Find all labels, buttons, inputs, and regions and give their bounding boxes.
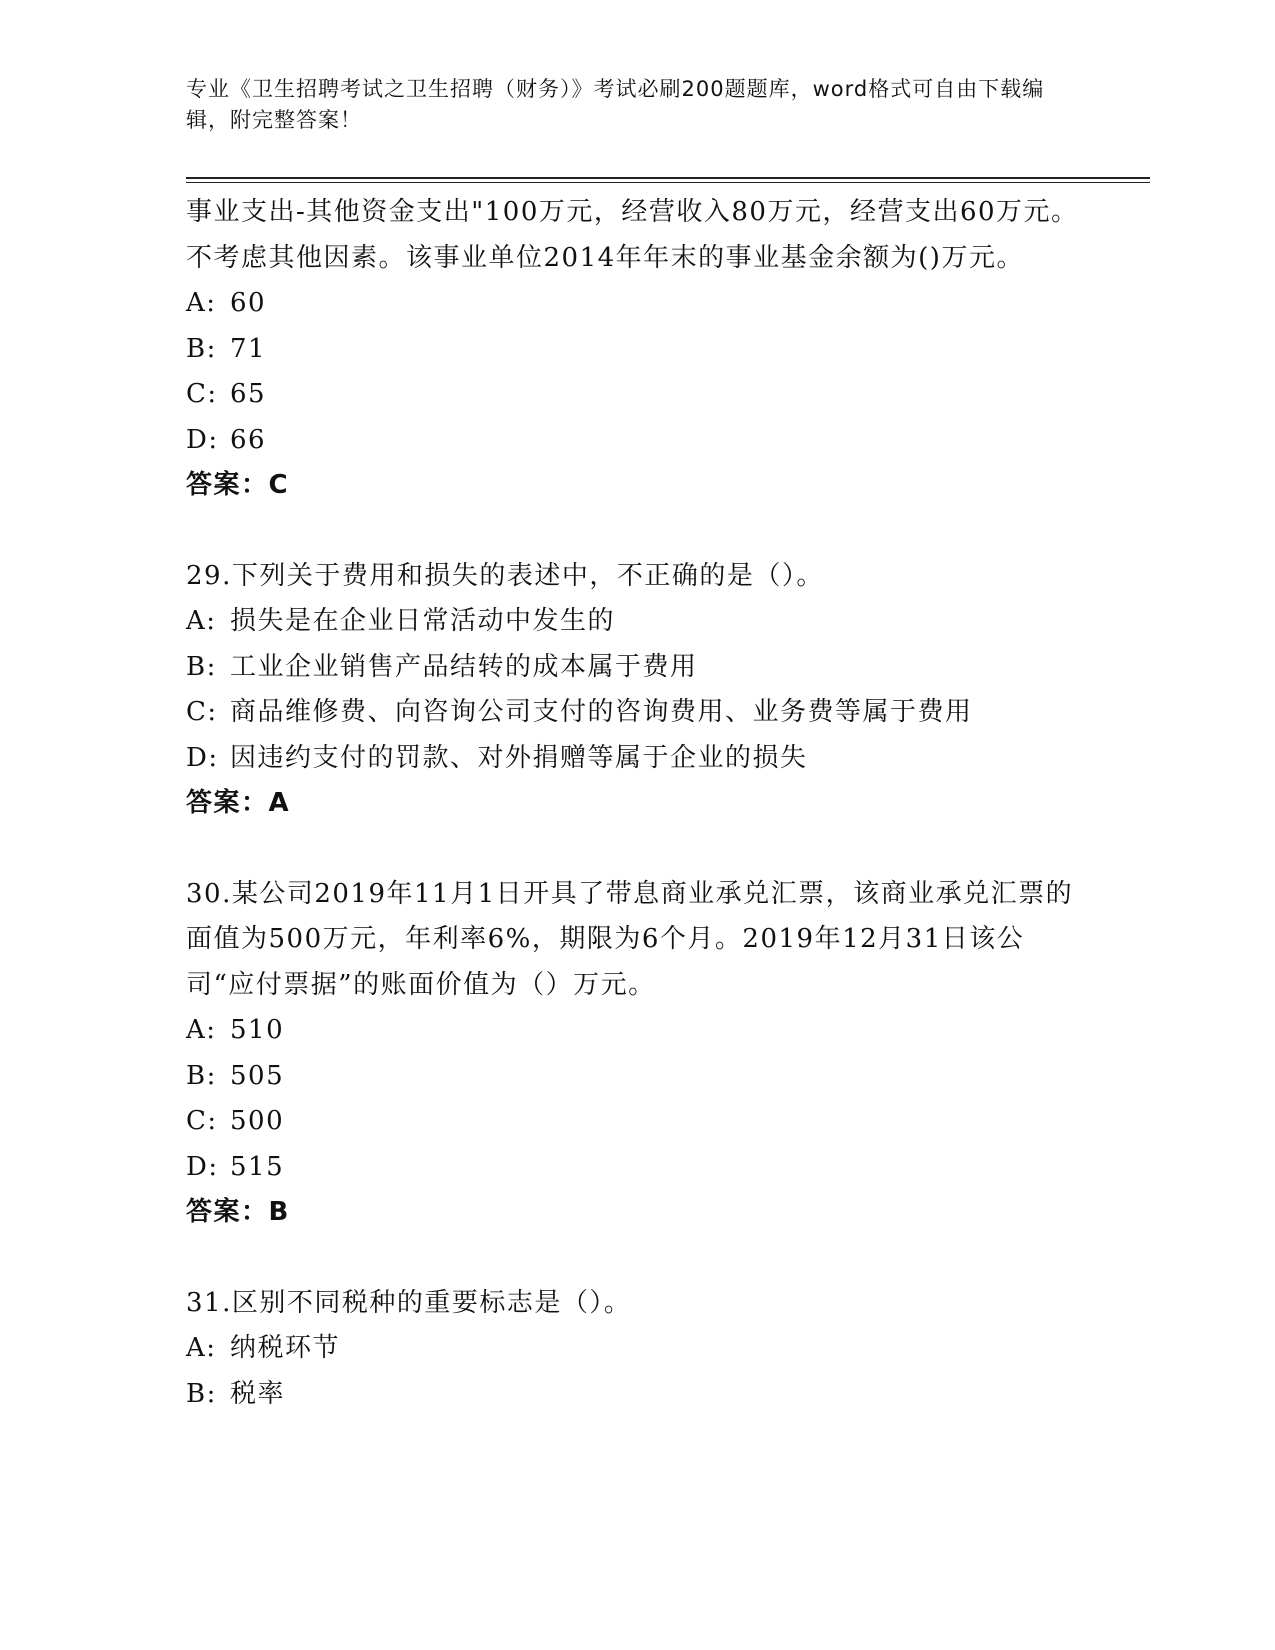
option-b — [186, 327, 1086, 373]
option-text: 66 — [230, 424, 267, 455]
option-text: 65 — [230, 379, 267, 409]
option-letter: A: — [186, 606, 217, 636]
answer-line: 答案：A — [186, 788, 291, 818]
option-letter: B: — [186, 651, 217, 682]
option-letter: B: — [186, 1378, 217, 1409]
option-text: 510 — [230, 1015, 285, 1045]
question-block — [186, 190, 1086, 509]
question-block — [186, 872, 1086, 1236]
option-b — [186, 1054, 1086, 1100]
option-c — [186, 1099, 1086, 1145]
option-a — [186, 1326, 1086, 1372]
option-b — [186, 1372, 1086, 1418]
answer-line: 答案：C — [186, 470, 290, 500]
option-text: 因违约支付的罚款、对外捐赠等属于企业的损失 — [230, 742, 808, 773]
spacer — [186, 509, 1086, 554]
option-a — [186, 1008, 1086, 1054]
option-a — [186, 599, 1086, 645]
option-letter: B: — [186, 1060, 217, 1091]
option-text: 505 — [230, 1060, 285, 1091]
option-letter: A: — [186, 1015, 217, 1045]
option-letter: C: — [186, 697, 218, 727]
option-letter: A: — [186, 288, 217, 318]
option-c — [186, 372, 1086, 418]
option-text: 515 — [230, 1151, 285, 1182]
option-text: 损失是在企业日常活动中发生的 — [230, 606, 616, 636]
option-letter: B: — [186, 333, 217, 364]
option-a — [186, 281, 1086, 327]
option-c — [186, 690, 1086, 736]
option-text: 500 — [230, 1106, 285, 1136]
spacer — [186, 827, 1086, 872]
question-block — [186, 1281, 1086, 1418]
question-stem: 29.下列关于费用和损失的表述中，不正确的是（）。 — [186, 560, 824, 591]
question-stem: 31.区别不同税种的重要标志是（）。 — [186, 1287, 632, 1318]
option-text: 工业企业销售产品结转的成本属于费用 — [230, 651, 698, 682]
option-text: 纳税环节 — [230, 1333, 341, 1363]
document-header: 专业《卫生招聘考试之卫生招聘（财务）》考试必刷200题题库，word格式可自由下载编辑，附完整答案！ — [186, 77, 1045, 132]
option-text: 60 — [230, 288, 267, 318]
header-divider-thin — [186, 182, 1150, 183]
spacer — [186, 1236, 1086, 1281]
option-letter: C: — [186, 1106, 218, 1136]
answer-line: 答案：B — [186, 1197, 290, 1227]
option-text: 商品维修费、向咨询公司支付的咨询费用、业务费等属于费用 — [230, 697, 973, 727]
option-letter: D: — [186, 424, 219, 455]
option-d — [186, 1145, 1086, 1191]
option-text: 71 — [230, 333, 267, 364]
option-letter: D: — [186, 742, 219, 773]
option-b — [186, 645, 1086, 691]
option-letter: D: — [186, 1151, 219, 1182]
option-text: 税率 — [230, 1378, 286, 1409]
option-letter: C: — [186, 379, 218, 409]
question-list — [186, 190, 1086, 1417]
question-block — [186, 554, 1086, 827]
header-divider-thick — [186, 177, 1150, 179]
question-stem: 事业支出-其他资金支出"100万元，经营收入80万元，经营支出60万元。不考虑其他因素。该事业单位2014年年末的事业基金余额为()万元。 — [186, 197, 1079, 273]
option-d — [186, 418, 1086, 464]
option-d — [186, 736, 1086, 782]
question-stem: 30.某公司2019年11月1日开具了带息商业承兑汇票，该商业承兑汇票的面值为500万元，年利率6%，期限为6个月。2019年12月31日该公司“应付票据”的账面价值为（）万元。 — [186, 878, 1074, 1000]
option-letter: A: — [186, 1333, 217, 1363]
